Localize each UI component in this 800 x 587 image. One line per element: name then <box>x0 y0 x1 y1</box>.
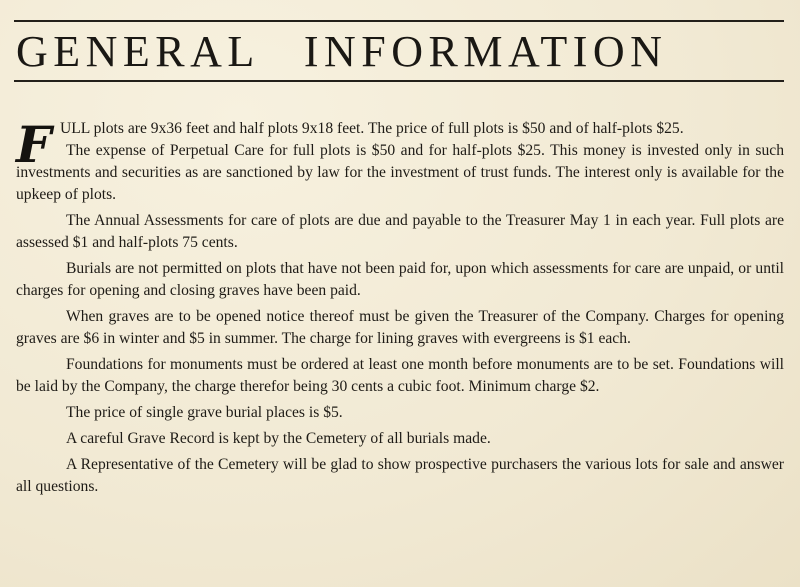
paragraph-foundations: Foundations for monuments must be ordered at least one month before monuments are to be set. Foundations will be laid by the Company, the charge therefor being 30 cents a cubic foot. Minimum charge $2. <box>16 356 784 395</box>
paragraph-grave-record: A careful Grave Record is kept by the Cemetery of all burials made. <box>66 430 491 447</box>
paragraph-opening-graves: When graves are to be opened notice thereof must be given the Treasurer of the Company. Charges for opening graves are $6 in winter and $5 in summer. The charge for lining graves with evergreens is $1 each. <box>16 308 784 347</box>
title-word-general: GENERAL <box>16 27 260 76</box>
top-rule <box>14 20 784 22</box>
bottom-rule <box>14 80 784 82</box>
drop-cap-letter: F <box>16 115 52 174</box>
paragraph-perpetual-care: The expense of Perpetual Care for full plots is $50 and for half-plots $25. This money is invested only in such investments and securities as are sanctioned by law for the investment of trust funds. The interest only is available for the upkeep of plots. <box>16 142 784 203</box>
page-title <box>16 28 786 76</box>
paragraph-burials: Burials are not permitted on plots that have not been paid for, upon which assessments for care are unpaid, or until charges for opening and closing graves have been paid. <box>16 260 784 299</box>
body-text <box>16 115 784 502</box>
paragraph-plots-text: ULL plots are 9x36 feet and half plots 9x18 feet. The price of full plots is $50 and of half-plots $25. <box>60 120 684 137</box>
title-word-information: INFORMATION <box>303 27 668 76</box>
paragraph-representative: A Representative of the Cemetery will be glad to show prospective purchasers the various lots for sale and answer all questions. <box>16 456 784 495</box>
paragraph-annual-assessments: The Annual Assessments for care of plots are due and payable to the Treasurer May 1 in each year. Full plots are assessed $1 and half-plots 75 cents. <box>16 212 784 251</box>
paragraph-single-grave: The price of single grave burial places is $5. <box>66 404 343 421</box>
